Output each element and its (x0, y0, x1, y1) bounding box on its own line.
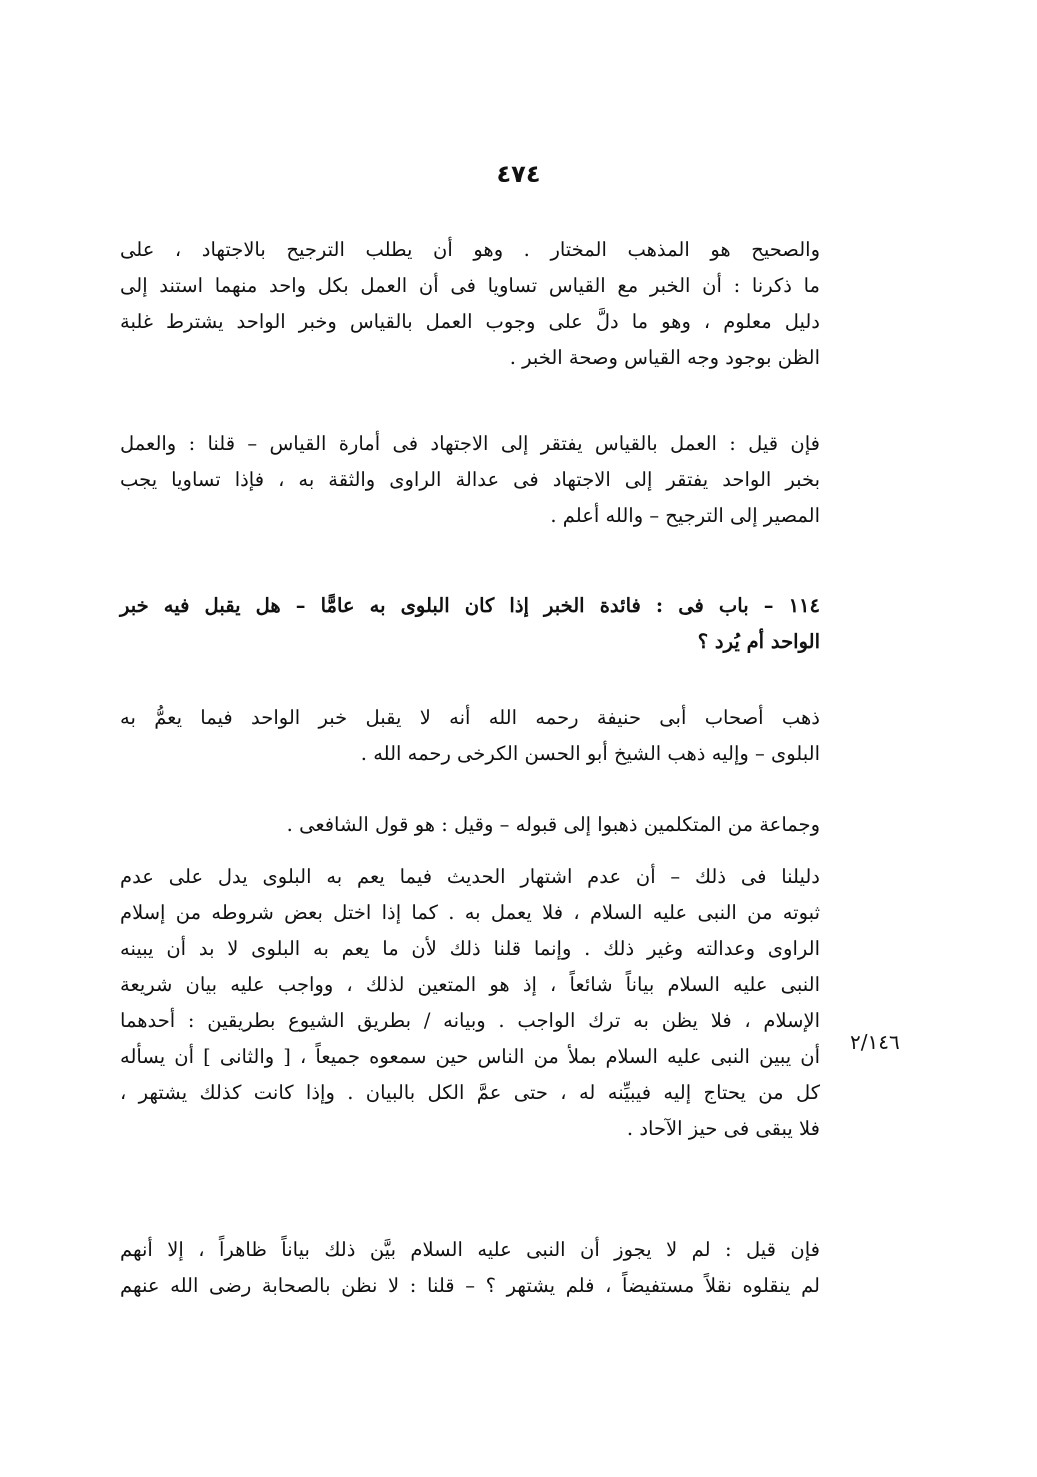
paragraph-4 (120, 807, 820, 843)
text-line: بخبر الواحد يفتقر إلى الاجتهاد فى عدالة الراوى والثقة به ، فإذا تساويا يجب (120, 468, 820, 491)
text-line: دليلنا فى ذلك – أن عدم اشتهار الحديث فيما يعم به البلوى يدل على عدم (120, 865, 820, 888)
heading-line: ١١٤ – باب فى : فائدة الخبر إذا كان البلوى به عامًّا – هل يقبل فيه خبر (120, 594, 820, 617)
text-line: فلا يبقى فى حيز الآحاد . (626, 1117, 820, 1140)
paragraph-2 (120, 426, 820, 534)
paragraph-6 (120, 1232, 820, 1304)
page-number: ٤٧٤ (496, 160, 541, 188)
text-line: المصير إلى الترجيح – والله أعلم . (550, 504, 820, 527)
text-line: فإن قيل : العمل بالقياس يفتقر إلى الاجتهاد فى أمارة القياس – قلنا : والعمل (120, 432, 820, 455)
text-line: النبى عليه السلام بياناً شائعاً ، إذ هو المتعين لذلك ، وواجب عليه بيان شريعة (120, 973, 820, 996)
text-line: ذهب أصحاب أبى حنيفة رحمه الله أنه لا يقبل خبر الواحد فيما يعمُّ به (120, 706, 820, 729)
text-line: الراوى وعدالته وغير ذلك . وإنما قلنا ذلك لأن ما يعم به البلوى لا بد أن يبينه (120, 937, 820, 960)
text-line: فإن قيل : لم لا يجوز أن النبى عليه السلام بيَّن ذلك بياناً ظاهراً ، إلا أنهم (120, 1238, 820, 1261)
text-line: ثبوته من النبى عليه السلام ، فلا يعمل به . كما إذا اختل بعض شروطه من إسلام (120, 901, 820, 924)
paragraph-3 (120, 700, 820, 772)
heading-line: الواحد أم يُرد ؟ (697, 630, 820, 653)
text-line: الإسلام ، فلا يظن به ترك الواجب . وبيانه / بطريق الشيوع بطريقين : أحدهما (120, 1009, 820, 1032)
text-line: ما ذكرنا : أن الخبر مع القياس تساويا فى أن العمل بكل واحد منهما استند إلى (120, 274, 820, 297)
text-line: وجماعة من المتكلمين ذهبوا إلى قبوله – وقيل : هو قول الشافعى . (286, 813, 820, 836)
text-line: لم ينقلوه نقلاً مستفيضاً ، فلم يشتهر ؟ – قلنا : لا نظن بالصحابة رضى الله عنهم (120, 1274, 820, 1297)
paragraph-1 (120, 232, 820, 376)
text-line: الظن بوجود وجه القياس وصحة الخبر . (509, 346, 820, 369)
text-line: البلوى – وإليه ذهب الشيخ أبو الحسن الكرخى رحمه الله . (360, 742, 820, 765)
paragraph-5 (120, 859, 820, 1147)
text-line: والصحيح هو المذهب المختار . وهو أن يطلب الترجيح بالاجتهاد ، على (120, 238, 820, 261)
text-line: دليل معلوم ، وهو ما دلَّ على وجوب العمل بالقياس وخبر الواحد يشترط غلبة (120, 310, 820, 333)
section-heading (120, 588, 820, 660)
text-line: أن يبين النبى عليه السلام بملأ من الناس حين سمعوه جميعاً ، [ والثانى ] أن يسأله (120, 1045, 820, 1068)
text-line: كل من يحتاج إليه فيبيِّنه له ، حتى عمَّ الكل بالبيان . وإذا كانت كذلك يشتهر ، (120, 1081, 820, 1104)
margin-reference: ٢/١٤٦ (850, 1030, 900, 1054)
